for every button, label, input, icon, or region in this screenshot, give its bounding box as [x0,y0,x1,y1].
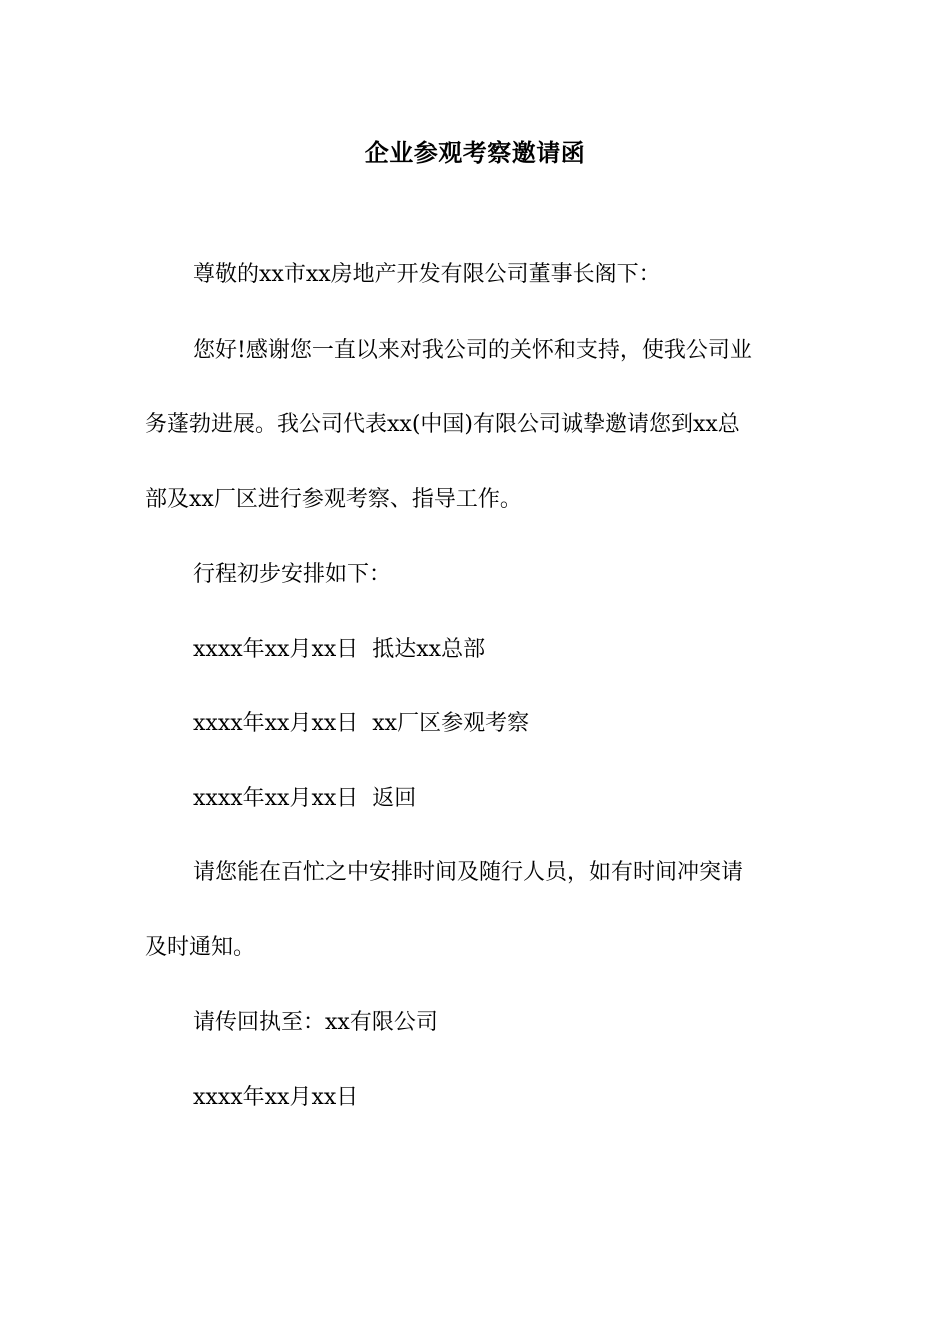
schedule-event: xx厂区参观考察 [372,711,530,736]
paragraph-1-line-1: 您好!感谢您一直以来对我公司的关怀和支持，使我公司业 [193,338,752,363]
reply-to: 请传回执至：xx有限公司 [193,1010,438,1035]
closing-date: xxxx年xx月xx日 [193,1085,359,1110]
schedule-intro: 行程初步安排如下： [193,562,392,587]
schedule-item [193,708,529,740]
schedule-item [193,634,485,666]
document-title: 企业参观考察邀请函 [364,138,586,167]
paragraph-2-line-1: 请您能在百忙之中安排时间及随行人员，如有时间冲突请 [193,860,744,885]
schedule-item [193,783,416,815]
schedule-event: 返回 [372,786,417,811]
paragraph-1-line-3: 部及xx厂区进行参观考察、指导工作。 [145,487,522,512]
schedule-date: xxxx年xx月xx日 [193,786,359,811]
schedule-date: xxxx年xx月xx日 [193,711,359,736]
paragraph-1-line-2: 务蓬勃进展。我公司代表xx(中国)有限公司诚挚邀请您到xx总 [145,412,740,437]
paragraph-2-line-2: 及时通知。 [145,935,256,960]
schedule-event: 抵达xx总部 [372,637,486,662]
salutation: 尊敬的xx市xx房地产开发有限公司董事长阁下： [193,262,661,287]
schedule-date: xxxx年xx月xx日 [193,637,359,662]
